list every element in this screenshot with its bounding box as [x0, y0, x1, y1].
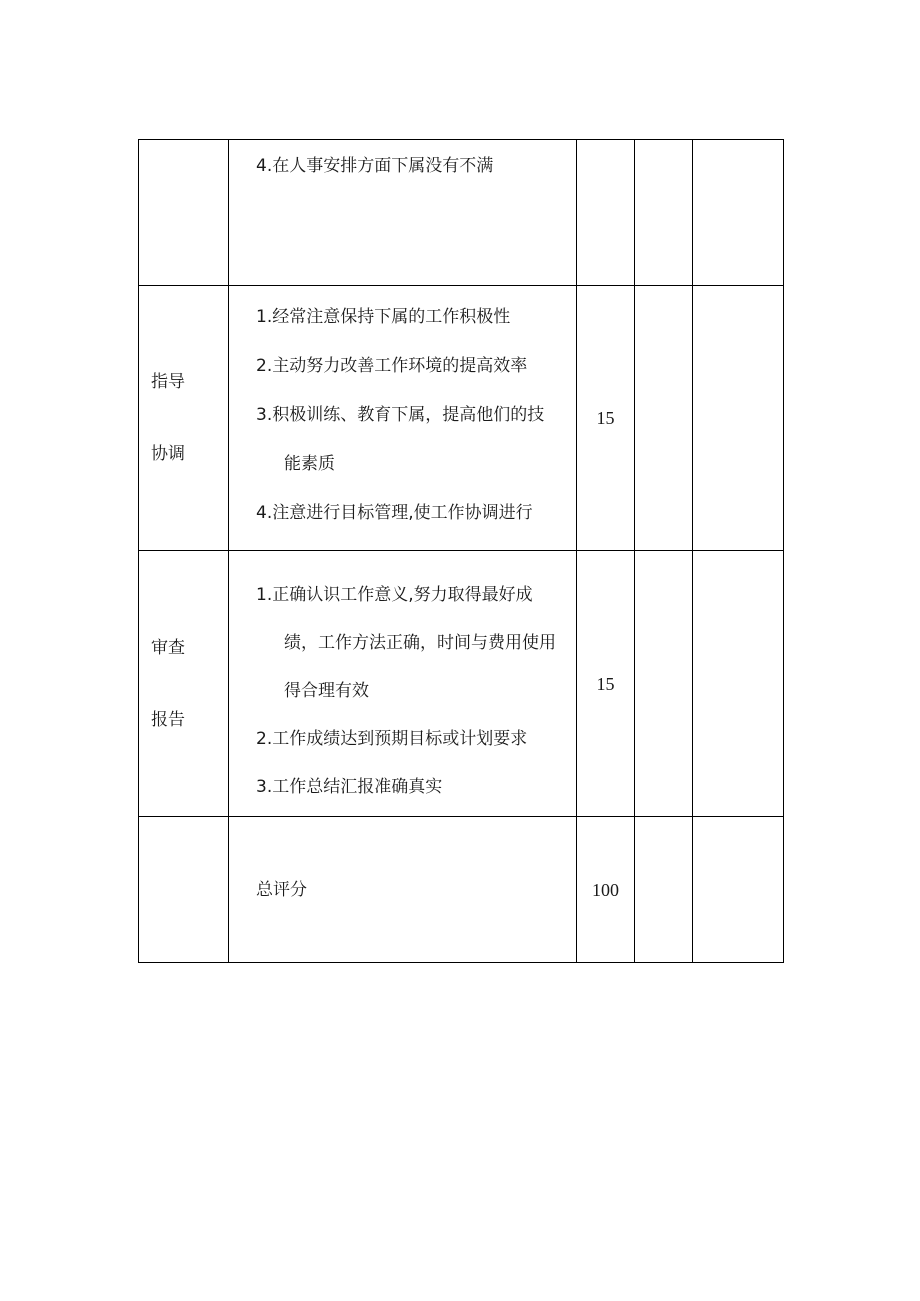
table-row-continuation — [139, 140, 784, 286]
criterion-item: 绩，工作方法正确，时间与费用使用 — [284, 633, 556, 653]
blank-cell — [693, 140, 784, 286]
criterion-item: 4.在人事安排方面下属没有不满 — [256, 156, 494, 176]
score-cell: 15 — [577, 551, 635, 817]
blank-cell — [693, 286, 784, 551]
criterion-item: 3.工作总结汇报准确真实 — [256, 777, 443, 797]
criterion-item: 2.主动努力改善工作环境的提高效率 — [256, 356, 528, 376]
criterion-item: 能素质 — [284, 454, 335, 474]
category-cell — [139, 817, 229, 963]
blank-cell — [635, 551, 693, 817]
evaluation-table — [138, 139, 784, 963]
category-cell — [139, 286, 229, 551]
table-row-guidance — [139, 286, 784, 551]
category-label: 协调 — [151, 444, 185, 464]
blank-cell — [693, 551, 784, 817]
category-cell — [139, 140, 229, 286]
category-cell — [139, 551, 229, 817]
table-row-review — [139, 551, 784, 817]
total-score-value: 100 — [577, 817, 635, 963]
criterion-item: 3.积极训练、教育下属，提高他们的技 — [256, 405, 545, 425]
criterion-item: 4.注意进行目标管理,使工作协调进行 — [256, 503, 533, 523]
criterion-item: 1.正确认识工作意义,努力取得最好成 — [256, 585, 533, 605]
criterion-item: 2.工作成绩达到预期目标或计划要求 — [256, 729, 528, 749]
blank-cell — [635, 140, 693, 286]
score-cell: 15 — [577, 286, 635, 551]
blank-cell — [635, 286, 693, 551]
category-label: 审查 — [151, 637, 185, 658]
category-label: 指导 — [151, 372, 185, 392]
criteria-cell — [229, 140, 577, 286]
table-row-total — [139, 817, 784, 963]
blank-cell — [693, 817, 784, 963]
blank-cell — [635, 817, 693, 963]
criteria-cell — [229, 551, 577, 817]
score-cell — [577, 140, 635, 286]
total-score-label: 总评分 — [256, 879, 307, 900]
criterion-item: 1.经常注意保持下属的工作积极性 — [256, 307, 511, 327]
category-label: 报告 — [151, 709, 185, 730]
criteria-cell — [229, 286, 577, 551]
criteria-cell — [229, 817, 577, 963]
criterion-item: 得合理有效 — [284, 681, 369, 701]
